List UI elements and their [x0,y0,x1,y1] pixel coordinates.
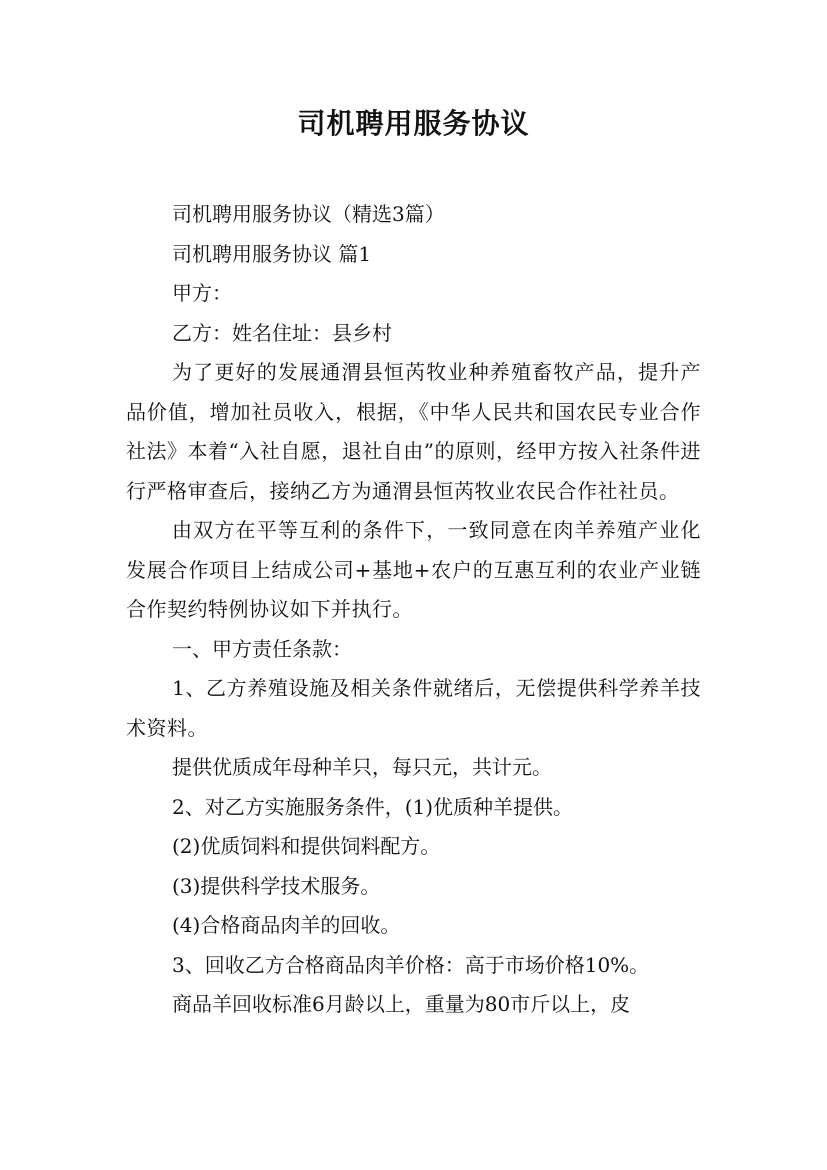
paragraph-clause-2: 2、对乙方实施服务条件，(1)优质种羊提供。 [172,794,574,819]
paragraph-clause-1: 1、乙方养殖设施及相关条件就绪后，无偿提供科学养羊技术资料。 [126,676,701,740]
paragraph-sheep-supply: 提供优质成年母种羊只，每只元，共计元。 [172,755,552,779]
paragraph-recovery-standard: 商品羊回收标准6月龄以上，重量为80市斤以上，皮 [172,992,631,1016]
paragraph-clause-2-item-3: (3)提供科学技术服务。 [172,873,381,898]
paragraph-party-a-duties: 一、甲方责任条款： [172,636,352,661]
document-title: 司机聘用服务协议 [297,107,530,140]
paragraph-clause-2-item-4: (4)合格商品肉羊的回收。 [172,913,401,937]
paragraph-agreement: 由双方在平等互利的条件下，一致同意在肉羊养殖产业化发展合作项目上结成公司+基地+农户的互惠互利的农业产业链合作契约特例协议如下并执行。 [126,518,701,621]
paragraph-clause-3: 3、回收乙方合格商品肉羊价格：高于市场价格10%。 [172,952,650,977]
paragraph-clause-2-item-2: (2)优质饲料和提供饲料配方。 [172,834,441,858]
paragraph-section-heading: 司机聘用服务协议 篇1 [172,241,372,266]
paragraph-purpose: 为了更好的发展通渭县恒芮牧业种养殖畜牧产品，提升产品价值，增加社员收入，根据，《中华人民共和国农民专业合作社法》本着“入社自愿，退社自由”的原则，经甲方按入社条件进行严格审查后，接纳乙方为通渭县恒芮牧业农民合作社社员。 [126,360,701,503]
paragraph-subtitle: 司机聘用服务协议（精选3篇） [172,202,445,226]
document-body [126,195,701,1025]
paragraph-party-b: 乙方：姓名住址：县乡村 [172,320,392,345]
paragraph-party-a: 甲方： [172,281,232,305]
